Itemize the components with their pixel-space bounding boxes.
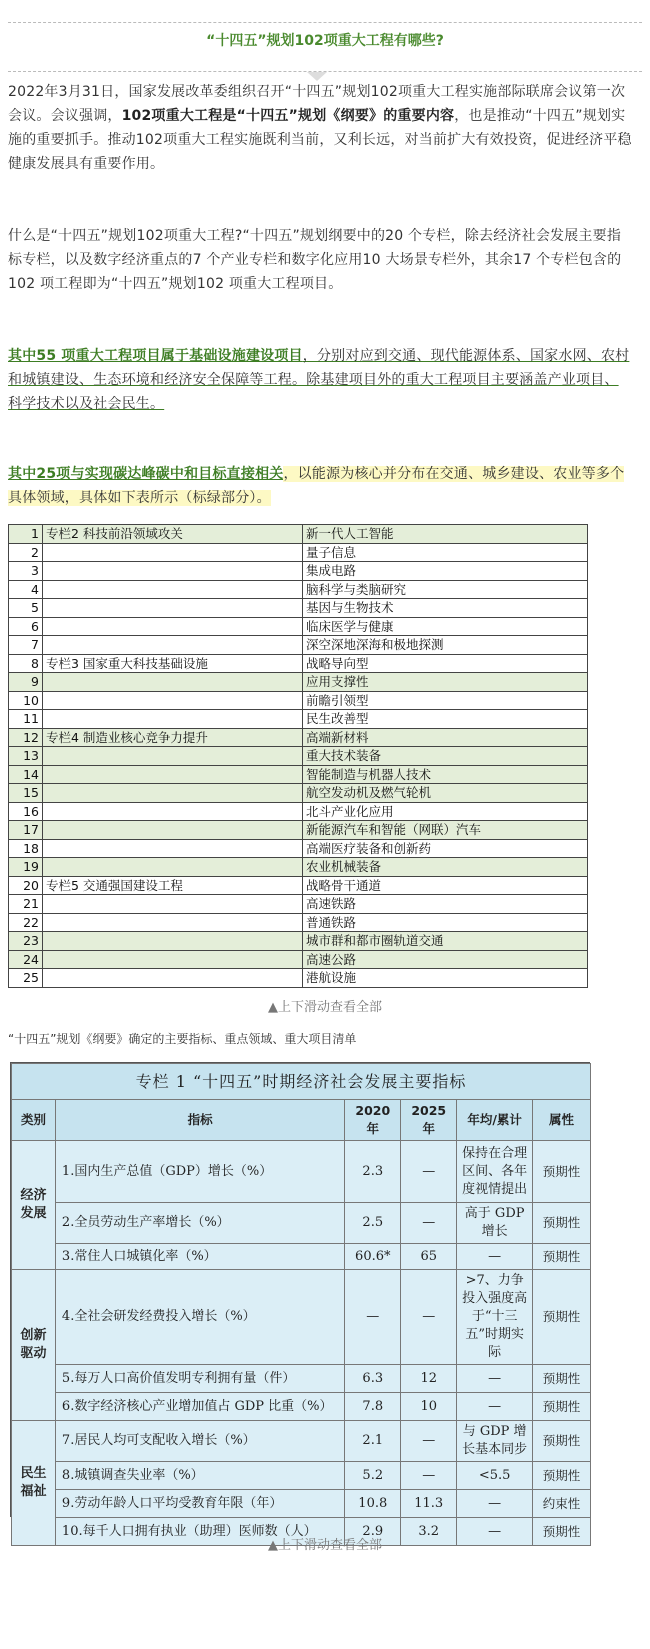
row-project: 前瞻引领型 xyxy=(303,691,588,710)
indicator-row xyxy=(12,1393,591,1421)
attribute-cell: 预期性 xyxy=(533,1421,591,1462)
value-2025-cell: — xyxy=(401,1462,457,1490)
row-column-name xyxy=(43,691,303,710)
indicator-cell: 9.劳动年龄人口平均受教育年限（年） xyxy=(55,1490,344,1518)
value-2020-cell: — xyxy=(345,1270,401,1365)
row-index: 19 xyxy=(9,858,43,877)
section-title: “十四五”规划102项重大工程有哪些? xyxy=(206,33,444,49)
table-row xyxy=(9,636,588,655)
header-divider xyxy=(8,22,642,23)
row-project: 航空发动机及燃气轮机 xyxy=(303,784,588,803)
section-header xyxy=(8,0,642,72)
value-2025-cell: — xyxy=(401,1141,457,1203)
row-column-name xyxy=(43,747,303,766)
row-project: 量子信息 xyxy=(303,543,588,562)
attribute-cell: 预期性 xyxy=(533,1203,591,1244)
p1-bold-text: 102项重大工程是“十四五”规划《纲要》的重要内容 xyxy=(121,108,455,124)
attribute-cell: 预期性 xyxy=(533,1393,591,1421)
header-2020: 2020 年 xyxy=(345,1100,401,1141)
row-index: 7 xyxy=(9,636,43,655)
row-index: 10 xyxy=(9,691,43,710)
row-project: 新一代人工智能 xyxy=(303,525,588,544)
row-project: 战略骨干通道 xyxy=(303,876,588,895)
row-index: 6 xyxy=(9,617,43,636)
average-cell: — xyxy=(457,1490,533,1518)
table-row xyxy=(9,969,588,988)
indicator-cell: 1.国内生产总值（GDP）增长（%） xyxy=(55,1141,344,1203)
row-project: 高速公路 xyxy=(303,950,588,969)
table-row xyxy=(9,913,588,932)
table-row xyxy=(9,543,588,562)
p4-highlight-text: ，以能源为核心并分布在交通、城乡建设、农业等多个具体领域，具体如下表所示（标绿部分）。 xyxy=(8,466,625,506)
value-2025-cell: 65 xyxy=(401,1244,457,1270)
table-row xyxy=(9,710,588,729)
p3-text: ，分别对应到交通、现代能源体系、国家水网、农村和城镇建设、生态环境和经济安全保障等工程。除基建项目外的重大工程项目主要涵盖产业项目、科学技术以及社会民生。 xyxy=(8,348,630,412)
row-project: 脑科学与类脑研究 xyxy=(303,580,588,599)
row-column-name xyxy=(43,969,303,988)
row-column-name xyxy=(43,562,303,581)
attribute-cell: 预期性 xyxy=(533,1518,591,1546)
row-column-name xyxy=(43,950,303,969)
value-2020-cell: 10.8 xyxy=(345,1490,401,1518)
projects-table xyxy=(8,524,588,988)
row-project: 北斗产业化应用 xyxy=(303,802,588,821)
row-project: 深空深地深海和极地探测 xyxy=(303,636,588,655)
indicator-cell: 3.常住人口城镇化率（%） xyxy=(55,1244,344,1270)
indicator-cell: 6.数字经济核心产业增加值占 GDP 比重（%） xyxy=(55,1393,344,1421)
table-row xyxy=(9,821,588,840)
category-cell: 创新驱动 xyxy=(12,1270,56,1421)
row-index: 16 xyxy=(9,802,43,821)
indicator-cell: 5.每万人口高价值发明专利拥有量（件） xyxy=(55,1365,344,1393)
row-project: 港航设施 xyxy=(303,969,588,988)
row-column-name xyxy=(43,913,303,932)
value-2025-cell: 12 xyxy=(401,1365,457,1393)
row-index: 4 xyxy=(9,580,43,599)
indicator-cell: 7.居民人均可支配收入增长（%） xyxy=(55,1421,344,1462)
row-project: 战略导向型 xyxy=(303,654,588,673)
row-index: 15 xyxy=(9,784,43,803)
p1-text-c: ，也是推动“十四五”规划实施的重要抓手。推动102项重大工程实施既利当前，又利长远，对当前扩大有效投资，促进经济平稳健康发展具有重要作用。 xyxy=(8,108,632,172)
p4-green-text: 其中25项与实现碳达峰碳中和目标直接相关 xyxy=(8,466,284,482)
header-2025: 2025 年 xyxy=(401,1100,457,1141)
row-index: 23 xyxy=(9,932,43,951)
row-index: 8 xyxy=(9,654,43,673)
row-index: 22 xyxy=(9,913,43,932)
p3-green-text: 其中55 项重大工程项目属于基础设施建设项目 xyxy=(8,348,303,364)
indicator-cell: 10.每千人口拥有执业（助理）医师数（人） xyxy=(55,1518,344,1546)
row-column-name xyxy=(43,599,303,618)
average-cell: <5.5 xyxy=(457,1462,533,1490)
indicator-row xyxy=(12,1421,591,1462)
row-column-name xyxy=(43,617,303,636)
row-project: 应用支撑性 xyxy=(303,673,588,692)
average-cell: 保持在合理区间、各年度视情提出 xyxy=(457,1141,533,1203)
row-column-name xyxy=(43,858,303,877)
attribute-cell: 预期性 xyxy=(533,1270,591,1365)
row-project: 新能源汽车和智能（网联）汽车 xyxy=(303,821,588,840)
row-column-name xyxy=(43,784,303,803)
indicator-cell: 8.城镇调查失业率（%） xyxy=(55,1462,344,1490)
row-column-name xyxy=(43,636,303,655)
average-cell: — xyxy=(457,1365,533,1393)
row-column-name xyxy=(43,821,303,840)
row-column-name xyxy=(43,710,303,729)
header-average: 年均/累计 xyxy=(457,1100,533,1141)
value-2020-cell: 6.3 xyxy=(345,1365,401,1393)
row-index: 21 xyxy=(9,895,43,914)
value-2025-cell: — xyxy=(401,1203,457,1244)
row-index: 17 xyxy=(9,821,43,840)
table-row xyxy=(9,784,588,803)
table-row xyxy=(9,691,588,710)
row-project: 农业机械装备 xyxy=(303,858,588,877)
average-cell: 高于 GDP 增长 xyxy=(457,1203,533,1244)
row-column-name xyxy=(43,802,303,821)
row-project: 高端新材料 xyxy=(303,728,588,747)
table-row xyxy=(9,932,588,951)
intro-paragraph-1 xyxy=(8,80,632,176)
indicator-row xyxy=(12,1490,591,1518)
table-row xyxy=(9,580,588,599)
table-row xyxy=(9,747,588,766)
header-category: 类别 xyxy=(12,1100,56,1141)
row-column-name: 专栏4 制造业核心竞争力提升 xyxy=(43,728,303,747)
indicators-table-scroll[interactable] xyxy=(10,1062,590,1539)
table-row xyxy=(9,617,588,636)
scroll-hint-2: ▲上下滑动查看全部 xyxy=(268,1538,382,1553)
row-column-name xyxy=(43,895,303,914)
attribute-cell: 预期性 xyxy=(533,1365,591,1393)
table-row xyxy=(9,599,588,618)
indicator-cell: 4.全社会研发经费投入增长（%） xyxy=(55,1270,344,1365)
table-row xyxy=(9,876,588,895)
row-column-name: 专栏3 国家重大科技基础设施 xyxy=(43,654,303,673)
row-column-name xyxy=(43,839,303,858)
value-2025-cell: — xyxy=(401,1421,457,1462)
row-column-name xyxy=(43,673,303,692)
value-2020-cell: 60.6* xyxy=(345,1244,401,1270)
table-caption: “十四五”规划《纲要》确定的主要指标、重点领域、重大项目清单 xyxy=(8,1032,357,1046)
value-2025-cell: 11.3 xyxy=(401,1490,457,1518)
average-cell: — xyxy=(457,1393,533,1421)
header-attribute: 属性 xyxy=(533,1100,591,1141)
table-row xyxy=(9,654,588,673)
p1-text-a: 2022年3月31日，国家发展改革委组织召开“十四五”规划102项重大工程实施部际联席会议第一次会议。会议强调， xyxy=(8,84,626,124)
average-cell: >7、力争投入强度高于“十三五”时期实际 xyxy=(457,1270,533,1365)
row-index: 20 xyxy=(9,876,43,895)
table-row xyxy=(9,728,588,747)
row-column-name xyxy=(43,932,303,951)
value-2020-cell: 2.1 xyxy=(345,1421,401,1462)
row-project: 集成电路 xyxy=(303,562,588,581)
table-row xyxy=(9,858,588,877)
indicator-row xyxy=(12,1141,591,1203)
indicator-row xyxy=(12,1244,591,1270)
value-2025-cell: 3.2 xyxy=(401,1518,457,1546)
intro-paragraph-4 xyxy=(8,462,632,510)
row-index: 11 xyxy=(9,710,43,729)
header-indicator: 指标 xyxy=(55,1100,344,1141)
table-row xyxy=(9,562,588,581)
indicator-cell: 2.全员劳动生产率增长（%） xyxy=(55,1203,344,1244)
indicators-table xyxy=(11,1063,591,1546)
value-2020-cell: 7.8 xyxy=(345,1393,401,1421)
table-row xyxy=(9,525,588,544)
average-cell: 与 GDP 增长基本同步 xyxy=(457,1421,533,1462)
row-index: 12 xyxy=(9,728,43,747)
scroll-hint-1: ▲上下滑动查看全部 xyxy=(268,1000,382,1015)
table-row xyxy=(9,765,588,784)
value-2020-cell: 2.9 xyxy=(345,1518,401,1546)
category-cell: 经济发展 xyxy=(12,1141,56,1270)
row-index: 2 xyxy=(9,543,43,562)
row-index: 25 xyxy=(9,969,43,988)
row-project: 基因与生物技术 xyxy=(303,599,588,618)
indicators-table-title: 专栏 1 “十四五”时期经济社会发展主要指标 xyxy=(12,1064,591,1100)
value-2025-cell: 10 xyxy=(401,1393,457,1421)
row-column-name xyxy=(43,543,303,562)
row-project: 普通铁路 xyxy=(303,913,588,932)
intro-paragraph-2: 什么是“十四五”规划102项重大工程?“十四五”规划纲要中的20 个专栏，除去经济社会发展主要指标专栏，以及数字经济重点的7 个产业专栏和数字化应用10 大场景专栏外，其余17 个专栏包含的102 项工程即为“十四五”规划102 项重大工程项目。 xyxy=(8,228,622,292)
indicator-row xyxy=(12,1203,591,1244)
row-index: 24 xyxy=(9,950,43,969)
row-index: 5 xyxy=(9,599,43,618)
row-column-name: 专栏5 交通强国建设工程 xyxy=(43,876,303,895)
average-cell: — xyxy=(457,1244,533,1270)
row-index: 3 xyxy=(9,562,43,581)
table-row xyxy=(9,802,588,821)
attribute-cell: 预期性 xyxy=(533,1141,591,1203)
value-2020-cell: 5.2 xyxy=(345,1462,401,1490)
value-2020-cell: 2.5 xyxy=(345,1203,401,1244)
row-column-name: 专栏2 科技前沿领域攻关 xyxy=(43,525,303,544)
indicator-row xyxy=(12,1462,591,1490)
row-project: 临床医学与健康 xyxy=(303,617,588,636)
row-index: 18 xyxy=(9,839,43,858)
table-row xyxy=(9,895,588,914)
row-project: 重大技术装备 xyxy=(303,747,588,766)
attribute-cell: 约束性 xyxy=(533,1490,591,1518)
projects-table-scroll[interactable] xyxy=(8,524,598,986)
table-row xyxy=(9,839,588,858)
indicator-row xyxy=(12,1365,591,1393)
row-project: 智能制造与机器人技术 xyxy=(303,765,588,784)
row-index: 1 xyxy=(9,525,43,544)
attribute-cell: 预期性 xyxy=(533,1244,591,1270)
attribute-cell: 预期性 xyxy=(533,1462,591,1490)
row-column-name xyxy=(43,580,303,599)
table-row xyxy=(9,950,588,969)
row-project: 民生改善型 xyxy=(303,710,588,729)
row-index: 14 xyxy=(9,765,43,784)
indicator-row xyxy=(12,1270,591,1365)
average-cell: — xyxy=(457,1518,533,1546)
row-index: 9 xyxy=(9,673,43,692)
row-index: 13 xyxy=(9,747,43,766)
value-2025-cell: — xyxy=(401,1270,457,1365)
intro-paragraph-3 xyxy=(8,344,632,416)
row-project: 高端医疗装备和创新药 xyxy=(303,839,588,858)
row-column-name xyxy=(43,765,303,784)
row-project: 城市群和都市圈轨道交通 xyxy=(303,932,588,951)
category-cell: 民生福祉 xyxy=(12,1421,56,1546)
value-2020-cell: 2.3 xyxy=(345,1141,401,1203)
row-project: 高速铁路 xyxy=(303,895,588,914)
table-row xyxy=(9,673,588,692)
